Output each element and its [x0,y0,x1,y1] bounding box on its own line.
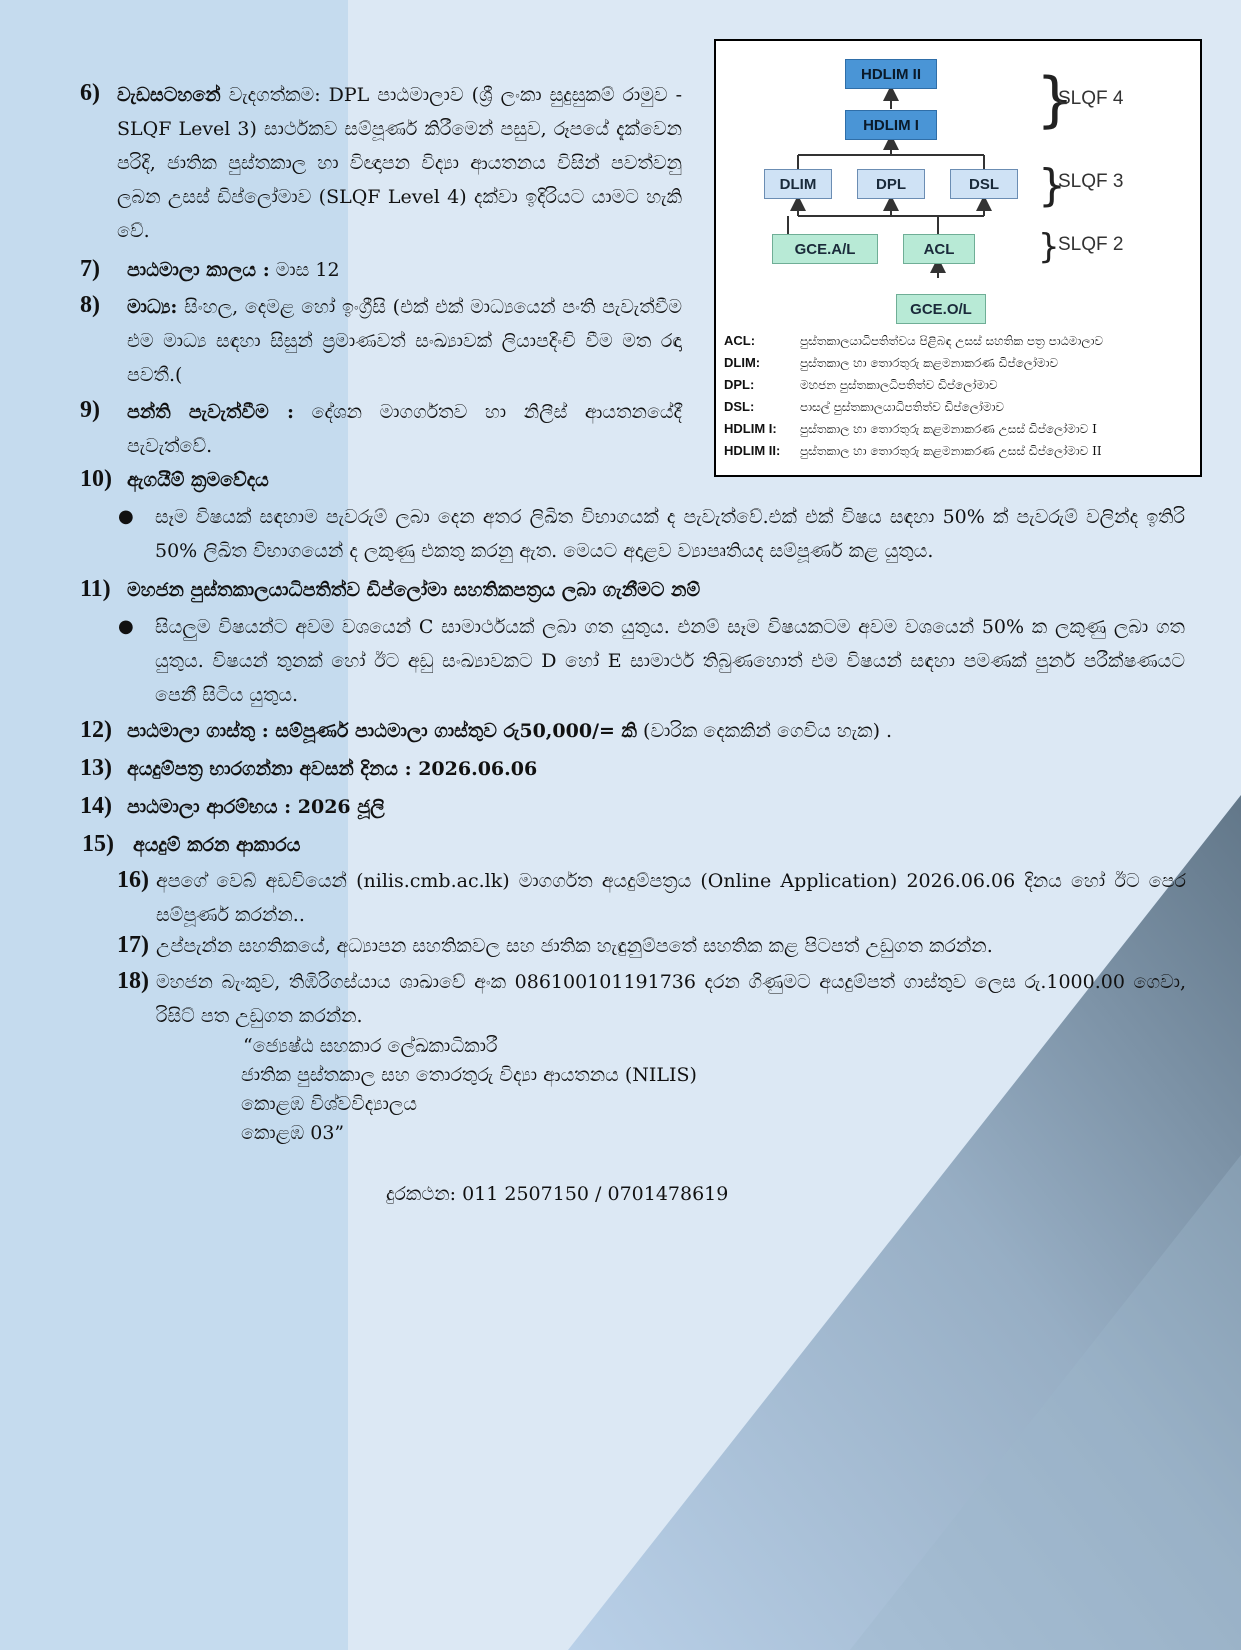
section-10-title: ඇගයීම් ක්‍රමවේදය [127,469,269,491]
legend-key: HDLIM II: [724,443,781,458]
section-8-body: සිංහල, දෙමළ හෝ ඉංග්‍රීසි (එක් එක් මාධ්‍යයෙන් පංති පැවැත්වීම එම මාධ්‍ය සඳහා සිසුන් ප්‍රමාණවත් සංඛ්‍යාවක් ලියාපදිංචි වීම මත රඳා පවතී.( [127,296,682,386]
section-15-text: අයදුම් කරන ආකාරය [133,834,301,856]
section-8-text [127,290,682,392]
section-14-text: පාඨමාලා ආරම්භය : 2026 ජූලි [127,796,385,818]
section-number: 8) [80,292,100,318]
section-17-text: උප්පැන්න සහතිකයේ, අධ්‍යාපන සහතිකවල සහ ජාතික හැඳුනුම්පතේ සහතික කළ පිටපත් උඩුගත කරන්න. [156,935,993,957]
legend-value: පුස්තකාල හා තොරතුරු කළමනාකරණ ඩිප්ලෝමාව [800,356,1059,370]
section-number: 10) [80,466,112,492]
section-11-title: මහජන පුස්තකාලයාධිපතිත්ව ඩිප්ලෝමා සහතිකපත්‍රය ලබා ගැනීමට නම් [127,579,701,601]
section-number: 18) [117,968,149,994]
label-slqf4: SLQF 4 [1058,88,1124,109]
brace-slqf2: } [1038,227,1060,267]
section-9-text [127,395,682,463]
box-dsl: DSL [950,169,1018,199]
box-dpl: DPL [857,169,925,199]
label-slqf3: SLQF 3 [1058,171,1124,192]
address-line: “ජ්‍යෙෂ්ඨ සහකාර ලේඛකාධිකාරී [243,1035,498,1057]
section-7-body: මාස 12 [269,259,340,281]
label-slqf2: SLQF 2 [1058,234,1124,255]
phone-number: දුරකථන: 011 2507150 / 0701478619 [386,1183,729,1205]
section-number: 14) [80,793,112,819]
section-6-body: වැදගත්කම: DPL පාඨමාලාව (ශ්‍රී ලංකා සුදුසුකම් රාමුව - SLQF Level 3) සාර්ථකව සම්පූර්ණ කිරීමෙන් පසුව, රූපයේ දැක්වෙන පරිදි, ජාතික පුස්තකාල හා විඥාපන විද්‍යා ආයතනය විසින් පවත්වනු ලබන උසස් ඩිප්ලෝමාව (SLQF Level 4) දක්වා ඉදිරියට යාමට හැකි වේ. [117,84,682,242]
section-number: 16) [117,867,149,893]
section-number: 17) [117,932,149,958]
section-12-lead: පාඨමාලා ගාස්තු : සම්පූර්ණ පාඨමාලා ගාස්තුව රු50,000/= කි [127,720,637,742]
section-number: 11) [80,576,111,602]
section-number: 12) [80,717,112,743]
legend-value: පුස්තකාල හා තොරතුරු කළමනාකරණ උසස් ඩිප්ලෝමාව II [800,444,1102,458]
box-gce-ol: GCE.O/L [896,294,986,324]
qualification-diagram [714,39,1202,477]
section-6-lead: වැඩසටහනේ [117,84,221,106]
section-number: 6) [80,80,100,106]
section-12-text [127,714,1187,748]
section-number: 15) [82,831,114,857]
box-hdlim-i: HDLIM I [845,110,937,140]
bullet-dot: ● [118,616,134,637]
address-line: කොළඹ 03” [241,1122,345,1144]
address-line: ජාතික පුස්තකාල සහ තොරතුරු විද්‍යා ආයතනය (NILIS) [241,1064,697,1086]
section-9-lead: පන්ති පැවැත්වීම : [127,401,294,423]
section-8-lead: මාධ්‍ය: [127,296,178,318]
box-acl: ACL [903,234,975,264]
legend-key: DLIM: [724,355,761,370]
legend-key: ACL: [724,333,756,348]
legend-value: මහජන පුස්තකාලධිපතිත්ව ඩිප්ලෝමාව [800,378,998,392]
section-13-text: අයදුම්පත්‍ර භාරගන්නා අවසන් දිනය : 2026.06.06 [127,758,538,780]
section-number: 13) [80,755,112,781]
legend-value: පාසල් පුස්තකාලයාධිපතිත්ව ඩිප්ලෝමාව [800,400,1005,414]
section-number: 9) [80,397,100,423]
section-16-text: අපගේ වෙබ් අඩවියෙන් (nilis.cmb.ac.lk) මාගර්ගත අයදුම්පත්‍රය (Online Application) 2026.06.06 දිනය හෝ ඊට පෙර සම්පූර්ණ කරන්න.. [156,870,1186,926]
section-10-bullet: සෑම විෂයක් සඳහාම පැවරුම් ලබා දෙන අතර ලිඛිත විභාගයක් ද පැවැත්වේ.එක් එක් විෂය සඳහා 50% ක් පැවරුම් වලින්ද ඉතිරි 50% ලිඛිත විභාගයෙන් ද ලකුණු එකතු කරනු ඇත. මෙයට අදාළව ව්‍යාපෘතියද සම්පූර්ණ කළ යුතුය. [155,506,1185,562]
diagram-legend [716,325,1200,475]
box-hdlim-ii: HDLIM II [845,59,937,89]
section-7-lead: පාඨමාලා කාලය : [127,259,270,281]
box-dlim: DLIM [764,169,832,199]
legend-value: පුස්තකාලයාධිපතිත්වය පිළිබඳ උසස් සහතික පත්‍ර පාඨමාලාව [800,334,1104,348]
section-number: 7) [80,256,100,282]
section-6-text [117,78,682,248]
box-gce-al: GCE.A/L [772,234,878,264]
legend-key: DSL: [724,399,755,414]
section-7-text [127,253,682,287]
address-line: කොළඹ විශ්වවිද්‍යාලය [241,1093,418,1115]
legend-key: HDLIM I: [724,421,777,436]
bullet-dot: ● [118,506,134,527]
legend-key: DPL: [724,377,755,392]
legend-value: පුස්තකාල හා තොරතුරු කළමනාකරණ උසස් ඩිප්ලෝමාව I [800,422,1097,436]
section-12-body: (වාරික දෙකකින් ගෙවිය හැක) . [637,720,893,742]
brace-slqf4: } [1036,65,1075,135]
brace-slqf3: } [1038,160,1066,211]
section-11-bullet: සියලුම විෂයන්ට අවම වශයෙන් C සාමාර්ථයක් ලබා ගත යුතුය. එනම් සෑම විෂයකටම අවම වශයෙන් 50% ක ලකුණු ලබා ගත යුතුය. විෂයන් තුනක් හෝ ඊට අඩු සංඛ්‍යාවකට D හෝ E සාමාර්ථ තිබුණහොත් එම විෂයන් සඳහා පමණක් පුනර් පරීක්ෂණයට පෙනී සිටිය යුතුය. [155,616,1185,706]
section-9-body: දේශන මාගර්ගතව හා නිලීස් ආයතනයේදී පැවැත්වේ. [127,401,682,457]
section-18-text: මහජන බැංකුව, තිඹිරිගස්යාය ශාඛාවේ අංක 086100101191736 දරන ගිණුමට අයදුම්පත් ගාස්තුව ලෙස රු.1000.00 ගෙවා, රිසිට් පත උඩුගත කරන්න. [156,971,1186,1027]
